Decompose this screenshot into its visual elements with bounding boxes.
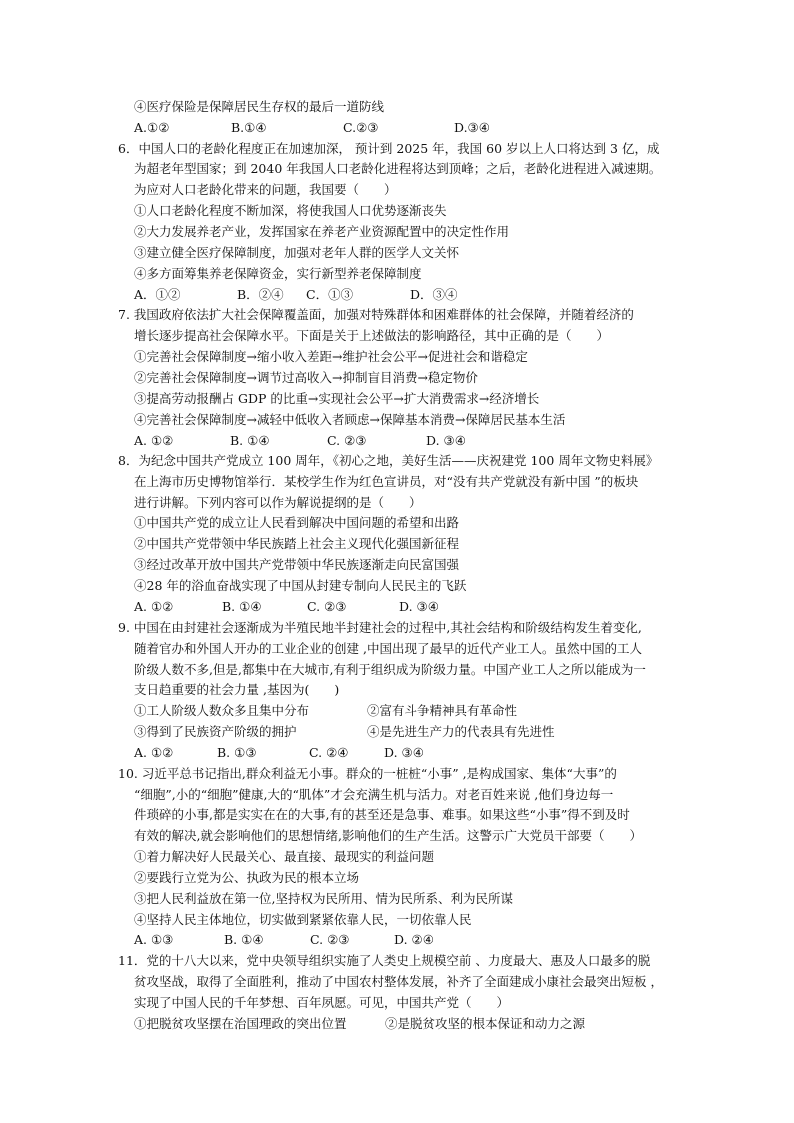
q10-stem-line-1: 10. 习近平总书记指出,群众利益无小事。群众的一桩桩“小事” ,是构成国家、集体“大事”的: [118, 766, 617, 781]
q6-option-b[interactable]: B．②④: [237, 287, 284, 302]
q6-option-c[interactable]: C．①③: [306, 287, 354, 302]
q8-statement-1: ①中国共产党的成立让人民看到解决中国问题的希望和出路: [134, 515, 460, 530]
q7-statement-1: ①完善社会保障制度→缩小收入差距→维护社会公平→促进社会和谐稳定: [134, 349, 528, 364]
q8-option-d[interactable]: D. ③④: [399, 599, 439, 614]
q11-stem-line-2: 贫攻坚战，取得了全面胜利，推动了中国农村整体发展，补齐了全面建成小康社会最突出短板 ，: [134, 974, 663, 989]
q10-option-a[interactable]: A. ①③: [134, 932, 174, 947]
q7-statement-2: ②完善社会保障制度→调节过高收入→抑制盲目消费→稳定物价: [134, 370, 478, 385]
q8-stem-line-2: 在上海市历史博物馆举行．某校学生作为红色宣讲员，对“没有共产党就没有新中国 ”的板块: [134, 474, 639, 489]
q9-option-d[interactable]: D. ③④: [384, 745, 424, 760]
q10-option-b[interactable]: B. ①④: [224, 932, 264, 947]
q6-stem-line-3: 为应对人口老龄化带来的问题，我国要（ ）: [134, 182, 397, 197]
q6-statement-2: ②大力发展养老产业，发挥国家在养老产业资源配置中的决定性作用: [134, 224, 510, 239]
q8-stem-line-3: 进行讲解。下列内容可以作为解说提纲的是（ ）: [134, 495, 422, 510]
q9-stem-line-4: 支日趋重要的社会力量 ,基因为( ): [134, 682, 340, 697]
q7-option-a[interactable]: A. ①②: [134, 433, 174, 448]
q6-stem-line-2: 为超老年型国家；到 2040 年我国人口老龄化进程将达到顶峰；之后，老龄化进程进入减速期。: [134, 161, 662, 176]
q7-stem-line-1: 7. 我国政府依法扩大社会保障覆盖面，加强对特殊群体和困难群体的社会保障，并随着经济的: [118, 307, 634, 322]
q9-option-c[interactable]: C. ②④: [309, 745, 349, 760]
q7-stem-line-2: 增长逐步提高社会保障水平。下面是关于上述做法的影响路径，其中正确的是（ ）: [134, 328, 610, 343]
q6-statement-1: ①人口老龄化程度不断加深，将使我国人口优势逐渐丧失: [134, 203, 447, 218]
q10-stem-line-2: “细胞”,小的“细胞”健康,大的“肌体”才会充满生机与活力。对老百姓来说 ,他们身边每一: [134, 787, 614, 802]
q10-statement-1: ①着力解决好人民最关心、最直接、最现实的利益问题: [134, 849, 435, 864]
q7-option-d[interactable]: D. ③④: [426, 433, 466, 448]
q10-stem-line-3: 件琐碎的小事,都是实实在在的大事,有的甚至还是急事、难事。如果这些“小事”得不到及时: [134, 807, 630, 822]
q6-stem-line-1: 6．中国人口的老龄化程度正在加速加深， 预计到 2025 年，我国 60 岁以上人口将达到 3 亿，成: [118, 141, 660, 156]
q8-statement-4: ④28 年的浴血奋战实现了中国从封建专制向人民民主的飞跃: [134, 578, 467, 593]
q8-option-a[interactable]: A. ①②: [134, 599, 174, 614]
q10-option-d[interactable]: D. ②④: [394, 932, 434, 947]
q9-statement-3: ③得到了民族资产阶级的拥护: [134, 724, 297, 739]
q9-stem-line-2: 随着官办和外国人开办的工业企业的创建 ,中国出现了最早的近代产业工人。虽然中国的工人: [134, 641, 642, 656]
q10-stem-line-4: 有效的解决,就会影响他们的思想情绪,影响他们的生产生活。这警示广大党员干部要（ ）: [134, 828, 642, 843]
q9-option-b[interactable]: B. ①③: [217, 745, 257, 760]
q8-stem-line-1: 8．为纪念中国共产党成立 100 周年，《初心之地，美好生活——庆祝建党 100 周年文物史料展》: [118, 453, 659, 468]
q7-option-b[interactable]: B. ①④: [230, 433, 270, 448]
q6-statement-3: ③建立健全医疗保障制度，加强对老年人群的医学人文关怀: [134, 245, 460, 260]
q9-stem-line-1: 9. 中国在由封建社会逐渐成为半殖民地半封建社会的过程中,其社会结构和阶级结构发生着变化,: [118, 620, 642, 635]
q9-stem-line-3: 阶级人数不多,但是,都集中在大城市,有利于组织成为阶级力量。中国产业工人之所以能成为一: [134, 662, 646, 677]
q5-statement-4: ④医疗保险是保障居民生存权的最后一道防线: [134, 99, 385, 114]
q10-statement-3: ③把人民利益放在第一位,坚持权为民所用、情为民所系、利为民所谋: [134, 891, 513, 906]
q9-statement-4: ④是先进生产力的代表具有先进性: [367, 724, 555, 739]
q5-option-d[interactable]: D.③④: [454, 120, 490, 135]
q5-option-c[interactable]: C.②③: [343, 120, 379, 135]
q9-statement-1: ①工人阶级人数众多且集中分布: [134, 703, 310, 718]
q8-statement-3: ③经过改革开放中国共产党带领中华民族逐渐走向民富国强: [134, 557, 460, 572]
q6-option-a[interactable]: A．①②: [134, 287, 181, 302]
q7-statement-4: ④完善社会保障制度→减轻中低收入者顾虑→保障基本消费→保障居民基本生活: [134, 412, 566, 427]
q7-option-c[interactable]: C. ②③: [327, 433, 367, 448]
q11-stem-line-3: 实现了中国人民的千年梦想、百年夙愿。可见，中国共产党（ ）: [134, 995, 510, 1010]
q8-option-b[interactable]: B. ①④: [222, 599, 262, 614]
q11-statement-1: ①把脱贫攻坚摆在治国理政的突出位置: [134, 1016, 347, 1031]
q11-stem-line-1: 11．党的十八大以来，党中央领导组织实施了人类史上规模空前 、力度最大、惠及人口最多的脱: [118, 953, 651, 968]
q11-statement-2: ②是脱贫攻坚的根本保证和动力之源: [385, 1016, 586, 1031]
q9-statement-2: ②富有斗争精神具有革命性: [367, 703, 518, 718]
q7-statement-3: ③提高劳动报酬占 GDP 的比重→实现社会公平→扩大消费需求→经济增长: [134, 391, 540, 406]
q8-option-c[interactable]: C. ②③: [307, 599, 347, 614]
q8-statement-2: ②中国共产党带领中华民族踏上社会主义现代化强国新征程: [134, 536, 460, 551]
q5-option-b[interactable]: B.①④: [231, 120, 267, 135]
q9-option-a[interactable]: A. ①②: [134, 745, 174, 760]
q6-statement-4: ④多方面筹集养老保障资金，实行新型养老保障制度: [134, 266, 422, 281]
q6-option-d[interactable]: D．③④: [410, 287, 458, 302]
q10-option-c[interactable]: C. ②③: [310, 932, 350, 947]
q5-option-a[interactable]: A.①②: [134, 120, 170, 135]
q10-statement-4: ④坚持人民主体地位，切实做到紧紧依靠人民，一切依靠人民: [134, 912, 472, 927]
q10-statement-2: ②要践行立党为公、执政为民的根本立场: [134, 870, 360, 885]
